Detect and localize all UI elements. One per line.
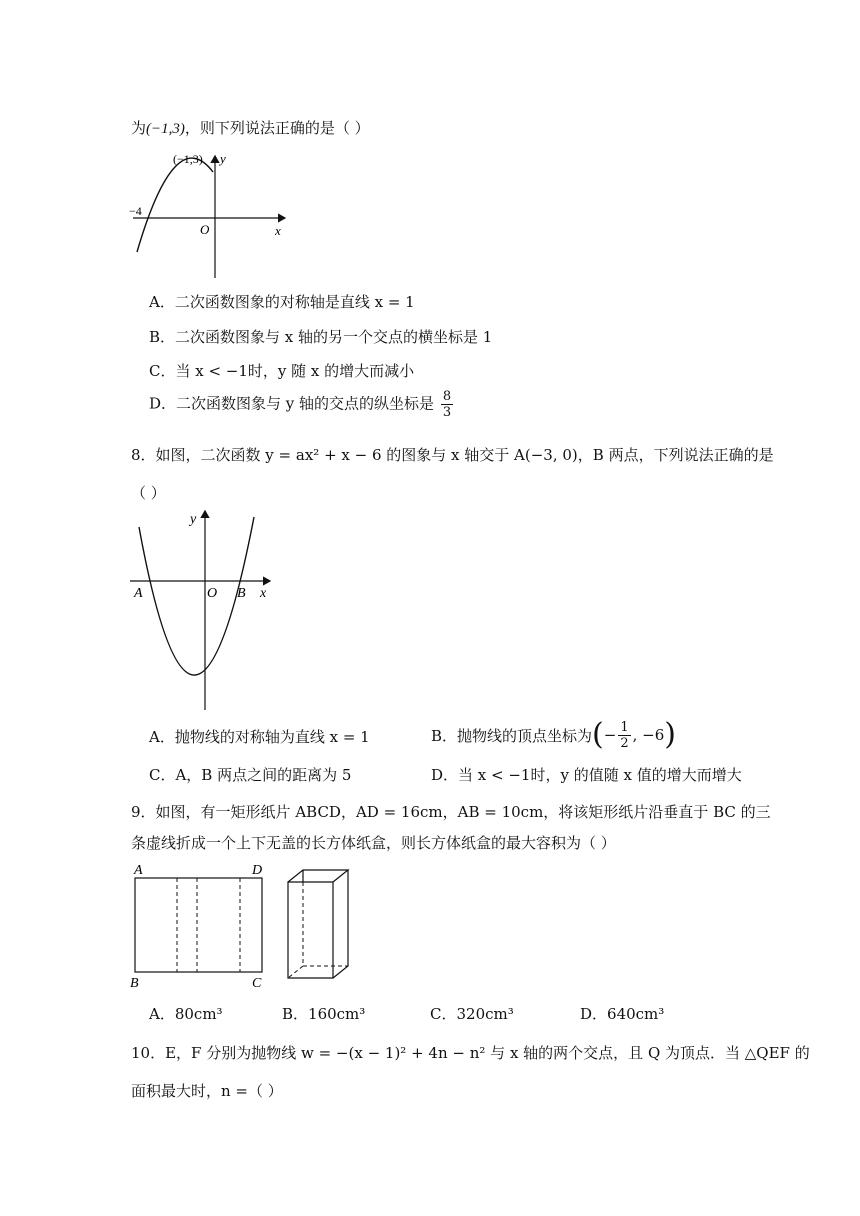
q8-option-b-left-paren: ( — [592, 717, 604, 752]
q8-option-b-denominator: 2 — [620, 735, 629, 751]
q9-label-b: B — [130, 976, 139, 991]
q7-option-d-text: D．二次函数图象与 y 轴的交点的纵坐标是 — [149, 394, 435, 413]
q7-intro-suffix: ，则下列说法正确的是（ ） — [184, 119, 370, 137]
q9-label-a: A — [134, 863, 143, 878]
q7-option-d-numerator: 8 — [442, 389, 452, 404]
q10-stem-line1: 10．E，F 分别为抛物线 w = −(x − 1)² + 4n − n² 与 x 轴的两个交点，且 Q 为顶点．当 △QEF 的 — [131, 1044, 810, 1062]
q8-option-c: C．A，B 两点之间的距离为 5 — [149, 766, 352, 784]
q8-option-b-minus: − — [603, 726, 617, 744]
q7-option-c: C．当 x < −1时，y 随 x 的增大而减小 — [149, 362, 415, 380]
q7-option-d-fraction — [441, 390, 453, 419]
q9-rectangle-abcd — [135, 878, 262, 972]
q7-y-label: y — [220, 151, 226, 166]
q7-parabola-curve — [137, 158, 213, 252]
q7-option-b: B．二次函数图象与 x 轴的另一个交点的横坐标是 1 — [149, 328, 493, 346]
q8-option-b-numerator: 1 — [620, 719, 629, 735]
q8-origin-label: O — [207, 586, 218, 601]
q9-box-hidden-diagonal — [288, 966, 303, 978]
q7-option-d-denominator: 3 — [442, 405, 452, 420]
q8-option-b-text: B．抛物线的顶点坐标为 — [431, 726, 593, 745]
q9-stem-line1: 9．如图，有一矩形纸片 ABCD，AD = 16cm，AB = 10cm，将该矩形纸片沿垂直于 BC 的三 — [131, 803, 771, 821]
q8-option-b-right-paren: ) — [664, 717, 676, 752]
q9-box-front — [288, 882, 333, 978]
q9-box-right-side — [333, 870, 348, 978]
q9-box-top — [288, 870, 348, 882]
q7-intro-prefix: 为 — [131, 119, 147, 137]
q9-box-hidden-edges — [303, 882, 348, 966]
q7-left-root-label: −4 — [129, 204, 142, 218]
q7-origin-label: O — [200, 222, 210, 237]
q8-point-a-label: A — [134, 586, 143, 601]
q10-stem-line2: 面积最大时，n =（ ） — [131, 1082, 283, 1100]
q7-option-d — [149, 390, 455, 419]
q7-parabola-figure — [125, 148, 295, 280]
q8-stem-line2: （ ） — [131, 484, 166, 502]
q7-x-label: x — [275, 223, 281, 238]
q9-option-c: C．320cm³ — [430, 1005, 514, 1023]
q9-option-b: B．160cm³ — [282, 1005, 366, 1023]
q9-label-c: C — [252, 976, 262, 991]
q8-x-label: x — [260, 586, 267, 601]
q8-point-b-label: B — [237, 586, 246, 601]
q8-stem-line1: 8．如图，二次函数 y = ax² + x − 6 的图象与 x 轴交于 A(−3, 0)，B 两点，下列说法正确的是 — [131, 446, 774, 464]
q9-option-a: A．80cm³ — [149, 1005, 223, 1023]
q9-box-figure — [283, 866, 355, 984]
q9-stem-line2: 条虚线折成一个上下无盖的长方体纸盒，则长方体纸盒的最大容积为（ ） — [131, 834, 616, 852]
q8-option-b-tail: , −6 — [632, 726, 665, 744]
q7-option-a: A．二次函数图象的对称轴是直线 x = 1 — [149, 293, 415, 311]
q7-vertex: (−1,3) — [146, 121, 185, 137]
q8-option-a: A．抛物线的对称轴为直线 x = 1 — [149, 728, 370, 746]
q8-option-d: D．当 x < −1时，y 的值随 x 值的增大而增大 — [431, 766, 742, 784]
q9-option-d: D．640cm³ — [580, 1005, 665, 1023]
q9-label-d: D — [252, 863, 263, 878]
q9-rectangle-figure — [125, 862, 275, 992]
q8-parabola-figure — [125, 505, 280, 715]
q7-vertex-label: (−1,3) — [173, 152, 203, 166]
q8-y-label: y — [190, 512, 197, 527]
q8-option-b-fraction — [618, 721, 630, 750]
q7-intro — [131, 117, 370, 138]
q8-option-b — [431, 717, 676, 752]
